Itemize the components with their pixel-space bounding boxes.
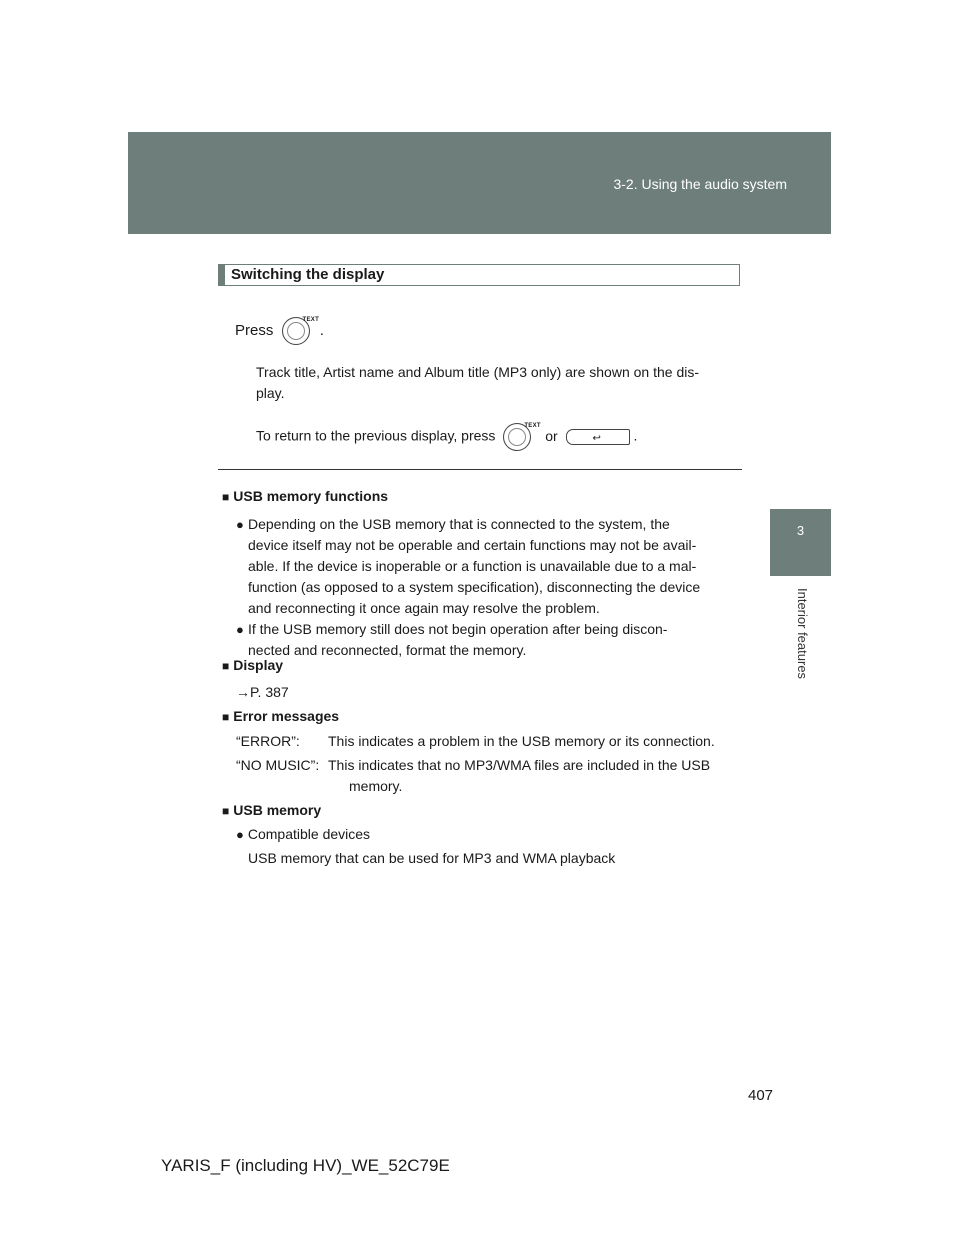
heading-accent-bar xyxy=(219,265,225,285)
return-button-icon xyxy=(566,429,630,445)
error-description: This indicates a problem in the USB memory or its connection. xyxy=(328,733,715,749)
round-bullet-icon: ● xyxy=(236,622,244,637)
note-usb-functions-title xyxy=(222,486,388,508)
note-error-messages-title xyxy=(222,706,339,728)
detail-line-1: Track title, Artist name and Album title (MP3 only) are shown on the dis- xyxy=(256,364,700,380)
chapter-number: 3 xyxy=(796,523,805,538)
square-bullet-icon: ■ xyxy=(222,659,230,673)
text-line: nected and reconnected, format the memory. xyxy=(248,642,527,658)
round-bullet-icon: ● xyxy=(236,827,244,842)
section-heading xyxy=(218,264,740,286)
chapter-tab xyxy=(770,509,831,576)
note-usb-memory-title xyxy=(222,800,321,822)
note-bullet-text xyxy=(248,619,728,661)
error-description: This indicates that no MP3/WMA files are included in the USB xyxy=(328,757,711,773)
note-title: USB memory functions xyxy=(233,488,389,504)
note-display-title xyxy=(222,655,283,677)
knob-label: TEXT xyxy=(524,423,541,429)
text-line: function (as opposed to a system specification), disconnecting the device xyxy=(248,579,701,595)
knob-label: TEXT xyxy=(302,317,320,323)
return-arrow-icon: ↩ xyxy=(592,433,601,444)
header-band xyxy=(128,132,831,234)
press-instruction xyxy=(235,317,324,345)
error-description-cont: memory. xyxy=(349,778,403,794)
note-bullet-text: Compatible devices xyxy=(247,826,371,842)
text-line: device itself may not be operable and certain functions may not be avail- xyxy=(248,537,697,553)
page-number: 407 xyxy=(748,1087,774,1104)
return-instruction xyxy=(256,423,637,451)
chapter-label: Interior features xyxy=(795,588,810,680)
error-code: “ERROR”: xyxy=(236,733,300,749)
return-or: or xyxy=(545,427,558,444)
text-knob-icon xyxy=(282,317,320,345)
divider xyxy=(218,469,742,470)
return-suffix: . xyxy=(633,427,638,444)
text-line: Depending on the USB memory that is connected to the system, the xyxy=(248,516,670,532)
text-line: If the USB memory still does not begin operation after being discon- xyxy=(248,621,668,637)
detail-line-2: play. xyxy=(256,385,285,401)
press-label: Press xyxy=(235,321,274,339)
return-prefix: To return to the previous display, press xyxy=(256,427,496,444)
usb-memory-text: USB memory that can be used for MP3 and WMA playback xyxy=(248,850,616,866)
round-bullet-icon: ● xyxy=(236,517,244,532)
note-title: Display xyxy=(233,657,284,673)
note-title: Error messages xyxy=(233,708,340,724)
note-bullet xyxy=(236,619,248,640)
section-title: Switching the display xyxy=(231,266,385,283)
press-suffix: . xyxy=(319,321,324,339)
error-code: “NO MUSIC”: xyxy=(236,757,320,773)
note-title: USB memory xyxy=(233,802,322,818)
section-path: 3-2. Using the audio system xyxy=(613,176,787,192)
square-bullet-icon: ■ xyxy=(222,804,230,818)
display-page-ref: →P. 387 xyxy=(236,684,289,700)
square-bullet-icon: ■ xyxy=(222,710,230,724)
text-knob-icon xyxy=(503,423,541,451)
document-code: YARIS_F (including HV)_WE_52C79E xyxy=(161,1156,450,1175)
note-bullet xyxy=(236,514,248,535)
text-line: able. If the device is inoperable or a function is unavailable due to a mal- xyxy=(248,558,697,574)
text-line: and reconnecting it once again may resolve the problem. xyxy=(248,600,600,616)
square-bullet-icon: ■ xyxy=(222,490,230,504)
note-bullet-text xyxy=(248,514,728,619)
note-bullet xyxy=(236,824,370,845)
